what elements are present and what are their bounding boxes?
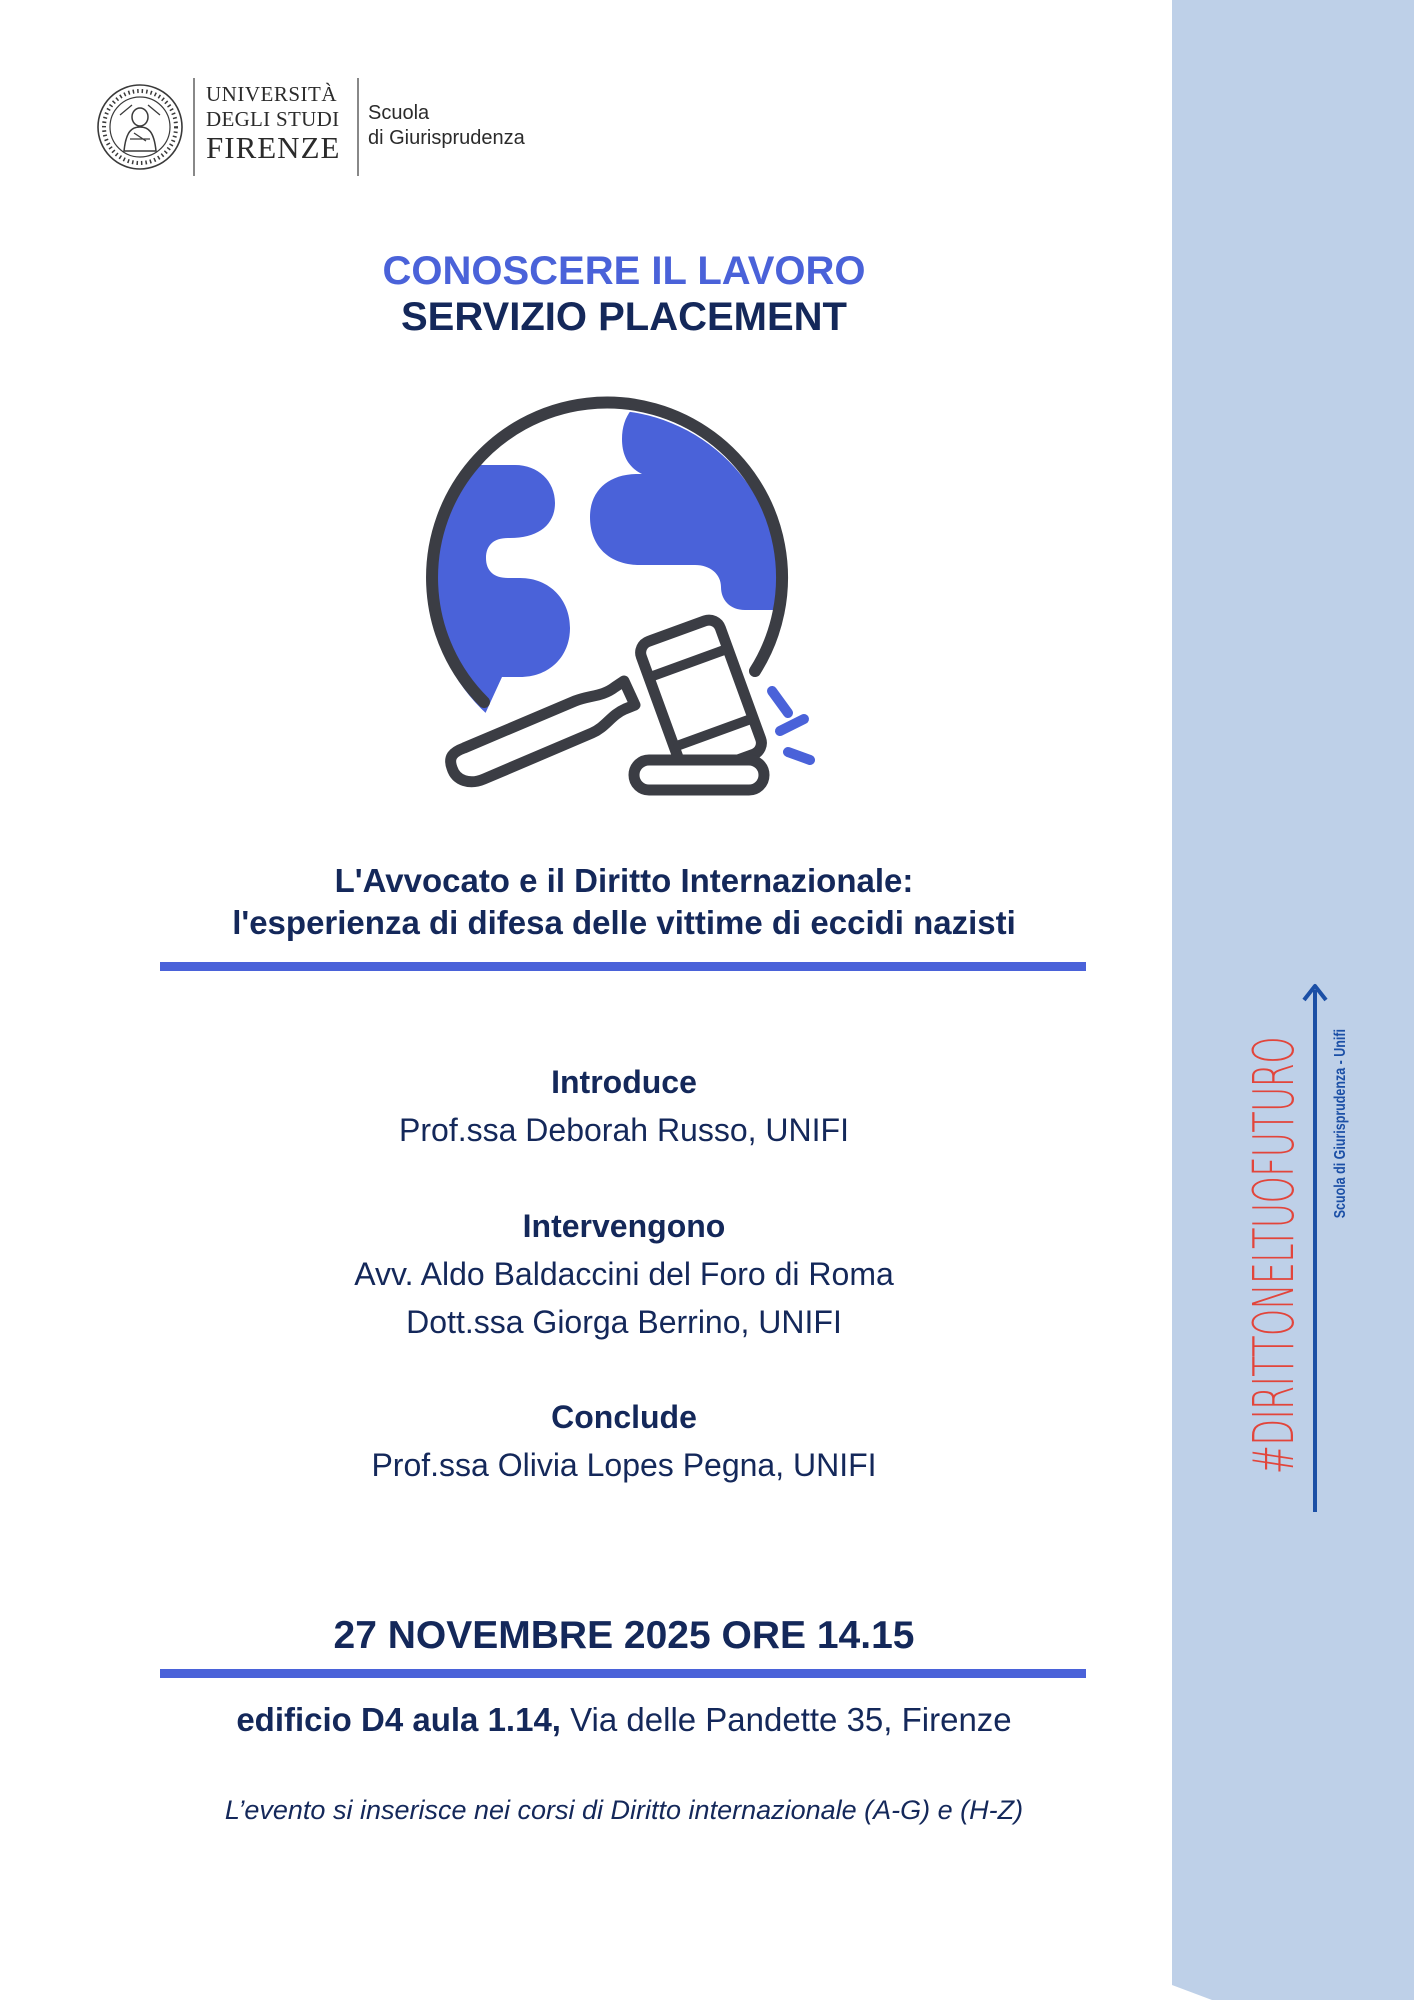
- university-name: [206, 84, 340, 163]
- venue-room: edificio D4 aula 1.14,: [236, 1701, 561, 1738]
- school-name: [368, 101, 525, 151]
- university-name-line3: FIRENZE: [206, 130, 341, 165]
- intro-speaker: Prof.ssa Deborah Russo, UNIFI: [399, 1112, 849, 1148]
- event-venue: [160, 1696, 1088, 1744]
- speakers-heading: Intervengono: [522, 1208, 726, 1244]
- school-name-line1: Scuola: [368, 102, 430, 124]
- intro-heading: Introduce: [551, 1064, 697, 1100]
- hashtag-text: #DIRITTONELTUOFUTURO: [1242, 1037, 1307, 1475]
- event-title-line1: L'Avvocato e il Diritto Internazionale:: [334, 862, 914, 899]
- event-title-line2: l'esperienza di difesa delle vittime di eccidi nazisti: [232, 904, 1016, 941]
- sidebar-credit: Scuola di Giurisprudenza - Unifi: [1332, 1029, 1349, 1219]
- conclusion-speaker: Prof.ssa Olivia Lopes Pegna, UNIFI: [371, 1447, 877, 1483]
- series-subtitle: SERVIZIO PLACEMENT: [401, 295, 847, 339]
- university-name-line2: DEGLI STUDI: [206, 107, 340, 131]
- speaker-2: Dott.ssa Giorga Berrino, UNIFI: [406, 1304, 842, 1340]
- speaker-1: Avv. Aldo Baldaccini del Foro di Roma: [354, 1256, 894, 1292]
- event-date: 27 NOVEMBRE 2025 ORE 14.15: [333, 1614, 915, 1657]
- divider: [160, 1669, 1086, 1678]
- university-seal-icon: [98, 85, 182, 169]
- university-name-line1: UNIVERSITÀ: [206, 82, 337, 106]
- series-title: CONOSCERE IL LAVORO: [382, 249, 866, 293]
- divider: [160, 962, 1086, 971]
- globe-gavel-icon: [410, 395, 830, 805]
- conclusion-heading: Conclude: [551, 1399, 697, 1435]
- event-title: [160, 860, 1088, 944]
- school-name-line2: di Giurisprudenza: [368, 127, 525, 149]
- venue-address: Via delle Pandette 35, Firenze: [560, 1701, 1012, 1738]
- course-note: L’evento si inserisce nei corsi di Diritto internazionale (A-G) e (H-Z): [224, 1795, 1024, 1825]
